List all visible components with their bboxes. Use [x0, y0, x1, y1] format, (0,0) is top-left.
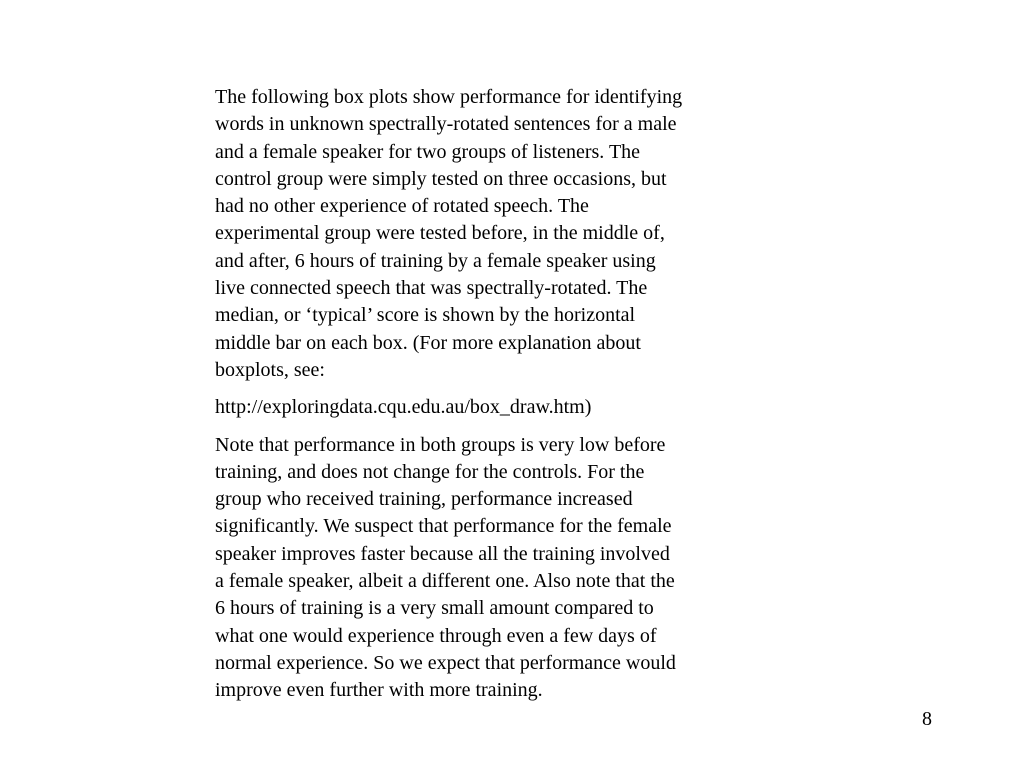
body-text: [215, 84, 763, 705]
note-paragraph: Note that performance in both groups is very low before training, and does not change for the controls. For the group who received training, performance increased significantly. We suspect that performance for the female speaker improves faster because all the training involved a female speaker, albeit a different one. Also note that the 6 hours of training is a very small amount compared to what one would experience through even a few days of normal experience. So we expect that performance would improve even further with more training.: [215, 433, 676, 702]
intro-paragraph: The following box plots show performance for identifying words in unknown spectrally-rotated sentences for a male and a female speaker for two groups of listeners. The control group were simply tested on three occasions, but had no other experience of rotated speech. The experimental group were tested before, in the middle of, and after, 6 hours of training by a female speaker using live connected speech that was spectrally-rotated. The median, or ‘typical’ score is shown by the horizontal middle bar on each box. (For more explanation about boxplots, see:: [215, 86, 683, 381]
page-number: 8: [922, 708, 932, 730]
reference-link-text: http://exploringdata.cqu.edu.au/box_draw.htm): [215, 396, 592, 419]
